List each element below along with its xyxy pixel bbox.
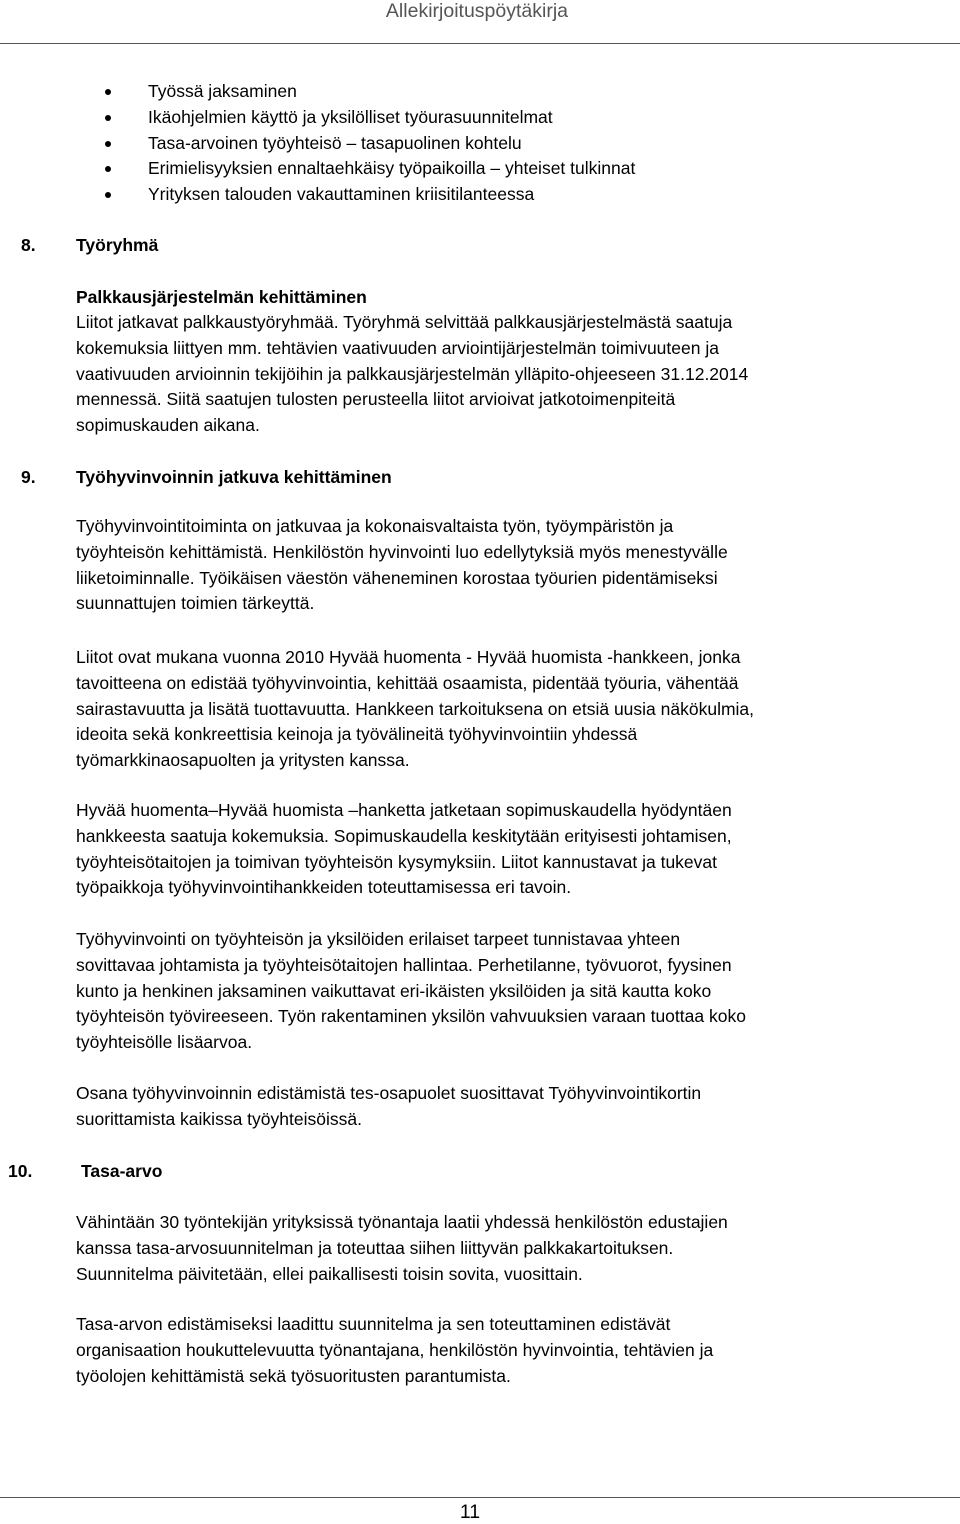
text-line: suunnattujen toimien tärkeyttä. bbox=[76, 593, 315, 614]
text-line: vaativuuden arvioinnin tekijöihin ja palkkausjärjestelmän ylläpito-ohjeeseen 31.12.2014 bbox=[76, 363, 749, 384]
bullet-text: Tasa-arvoinen työyhteisö – tasapuolinen kohtelu bbox=[148, 132, 522, 153]
bullet-text: Työssä jaksaminen bbox=[148, 81, 297, 101]
text-line: sopimuskauden aikana. bbox=[76, 415, 260, 436]
bullet-item bbox=[0, 156, 960, 182]
text-line: hankkeesta saatuja kokemuksia. Sopimuskaudella keskitytään erityisesti johtamisen, bbox=[76, 825, 732, 846]
section-9-paragraph-4 bbox=[76, 927, 926, 1056]
section-9-title: Työhyvinvoinnin jatkuva kehittäminen bbox=[76, 467, 392, 487]
section-10-paragraph-1 bbox=[76, 1210, 926, 1287]
section-10-number: 10. bbox=[8, 1161, 33, 1181]
text-line: työyhteisötaitojen ja toimivan työyhteisön kysymyksiin. Liitot kannustavat ja tukevat bbox=[76, 851, 718, 872]
bullet-item bbox=[0, 182, 960, 208]
text-line: työolojen kehittämistä sekä työsuoritusten parantumista. bbox=[76, 1365, 511, 1386]
text-line: Liitot ovat mukana vuonna 2010 Hyvää huomenta - Hyvää huomista -hankkeen, jonka bbox=[76, 647, 741, 667]
text-line: Tasa-arvon edistämiseksi laadittu suunnitelma ja sen toteuttaminen edistävät bbox=[76, 1314, 671, 1334]
text-line: liiketoiminnalle. Työikäisen väestön väheneminen korostaa työurien pidentämiseksi bbox=[76, 567, 718, 588]
text-line: sovittavaa johtamista ja työyhteisötaitojen hallintaa. Perhetilanne, työvuorot, fyysinen bbox=[76, 954, 732, 975]
text-line: mennessä. Siitä saatujen tulosten perusteella liitot arvioivat jatkotoimenpiteitä bbox=[76, 389, 676, 410]
text-line: Liitot jatkavat palkkaustyöryhmää. Työryhmä selvittää palkkausjärjestelmästä saatuja bbox=[76, 312, 733, 332]
bullet-text: Ikäohjelmien käyttö ja yksilölliset työurasuunnitelmat bbox=[148, 106, 553, 127]
bullet-text: Erimielisyyksien ennaltaehkäisy työpaikoilla – yhteiset tulkinnat bbox=[148, 158, 636, 179]
page-number: 11 bbox=[459, 1501, 481, 1523]
text-line: sairastavuutta ja lisätä tuottavuutta. Hankkeen tarkoituksena on etsiä uusia näkökulmia, bbox=[76, 698, 755, 719]
text-line: kanssa tasa-arvosuunnitelman ja toteuttaa siihen liittyvän palkkakartoituksen. bbox=[76, 1237, 674, 1258]
section-9-paragraph-3 bbox=[76, 798, 926, 901]
section-8-title: Työryhmä bbox=[76, 235, 159, 255]
section-9-paragraph-2 bbox=[76, 645, 926, 774]
text-line: tavoitteena on edistää työhyvinvointia, kehittää osaamista, pidentää työuria, vähentää bbox=[76, 672, 739, 693]
text-line: Suunnitelma päivitetään, ellei paikallisesti toisin sovita, vuosittain. bbox=[76, 1263, 583, 1284]
bullet-text: Yrityksen talouden vakauttaminen kriisitilanteessa bbox=[148, 184, 535, 205]
text-line: Osana työhyvinvoinnin edistämistä tes-osapuolet suosittavat Työhyvinvointikortin bbox=[76, 1083, 702, 1103]
section-9-paragraph-1 bbox=[76, 514, 926, 617]
text-line: Työhyvinvointi on työyhteisön ja yksilöiden erilaiset tarpeet tunnistavaa yhteen bbox=[76, 929, 681, 949]
bullet-item bbox=[0, 105, 960, 131]
section-10-paragraph-2 bbox=[76, 1312, 926, 1389]
text-line: ideoita sekä konkreettisia keinoja ja työvälineitä työhyvinvointiin yhdessä bbox=[76, 724, 638, 745]
bullet-item bbox=[0, 131, 960, 157]
text-line: Vähintään 30 työntekijän yrityksissä työnantaja laatii yhdessä henkilöstön edustajien bbox=[76, 1212, 728, 1232]
bullet-dot-icon bbox=[105, 166, 111, 172]
footer-divider bbox=[0, 1497, 960, 1498]
bullet-dot-icon bbox=[105, 192, 111, 198]
header-divider bbox=[0, 43, 960, 44]
bullet-dot-icon bbox=[105, 89, 111, 95]
section-9-paragraph-5 bbox=[76, 1081, 926, 1133]
bullet-dot-icon bbox=[105, 115, 111, 121]
text-line: Työhyvinvointitoiminta on jatkuvaa ja kokonaisvaltaista työn, työympäristön ja bbox=[76, 516, 674, 536]
text-line: työmarkkinaosapuolten ja yritysten kanssa. bbox=[76, 750, 410, 771]
text-line: työyhteisölle lisäarvoa. bbox=[76, 1032, 253, 1053]
text-line: työpaikkoja työhyvinvointihankkeiden toteuttamisessa eri tavoin. bbox=[76, 877, 572, 898]
section-9-number: 9. bbox=[21, 467, 36, 487]
text-line: työyhteisön kehittämistä. Henkilöstön hyvinvointi luo edellytyksiä myös menestyvälle bbox=[76, 541, 728, 562]
text-line: Hyvää huomenta–Hyvää huomista –hanketta jatketaan sopimuskaudella hyödyntäen bbox=[76, 800, 732, 820]
text-line: suorittamista kaikissa työyhteisöissä. bbox=[76, 1108, 362, 1129]
bullet-item bbox=[0, 79, 960, 105]
topic-bullet-list bbox=[0, 79, 960, 208]
bullet-dot-icon bbox=[105, 141, 111, 147]
header-title: Allekirjoituspöytäkirja bbox=[385, 0, 568, 22]
text-line: kokemuksia liittyen mm. tehtävien vaativuuden arviointijärjestelmän toimivuuteen ja bbox=[76, 337, 719, 358]
section-8-subtitle: Palkkausjärjestelmän kehittäminen bbox=[76, 287, 367, 307]
section-10-title: Tasa-arvo bbox=[81, 1161, 163, 1181]
text-line: kunto ja henkinen jaksaminen vaikuttavat eri-ikäisten yksilöiden ja sitä kautta koko bbox=[76, 980, 712, 1001]
section-8-paragraph bbox=[76, 310, 926, 439]
section-8-number: 8. bbox=[21, 235, 36, 255]
text-line: työyhteisön työvireeseen. Työn rakentaminen yksilön vahvuuksien varaan tuottaa koko bbox=[76, 1006, 746, 1027]
text-line: organisaation houkuttelevuutta työnantajana, henkilöstön hyvinvointia, tehtävien ja bbox=[76, 1339, 714, 1360]
